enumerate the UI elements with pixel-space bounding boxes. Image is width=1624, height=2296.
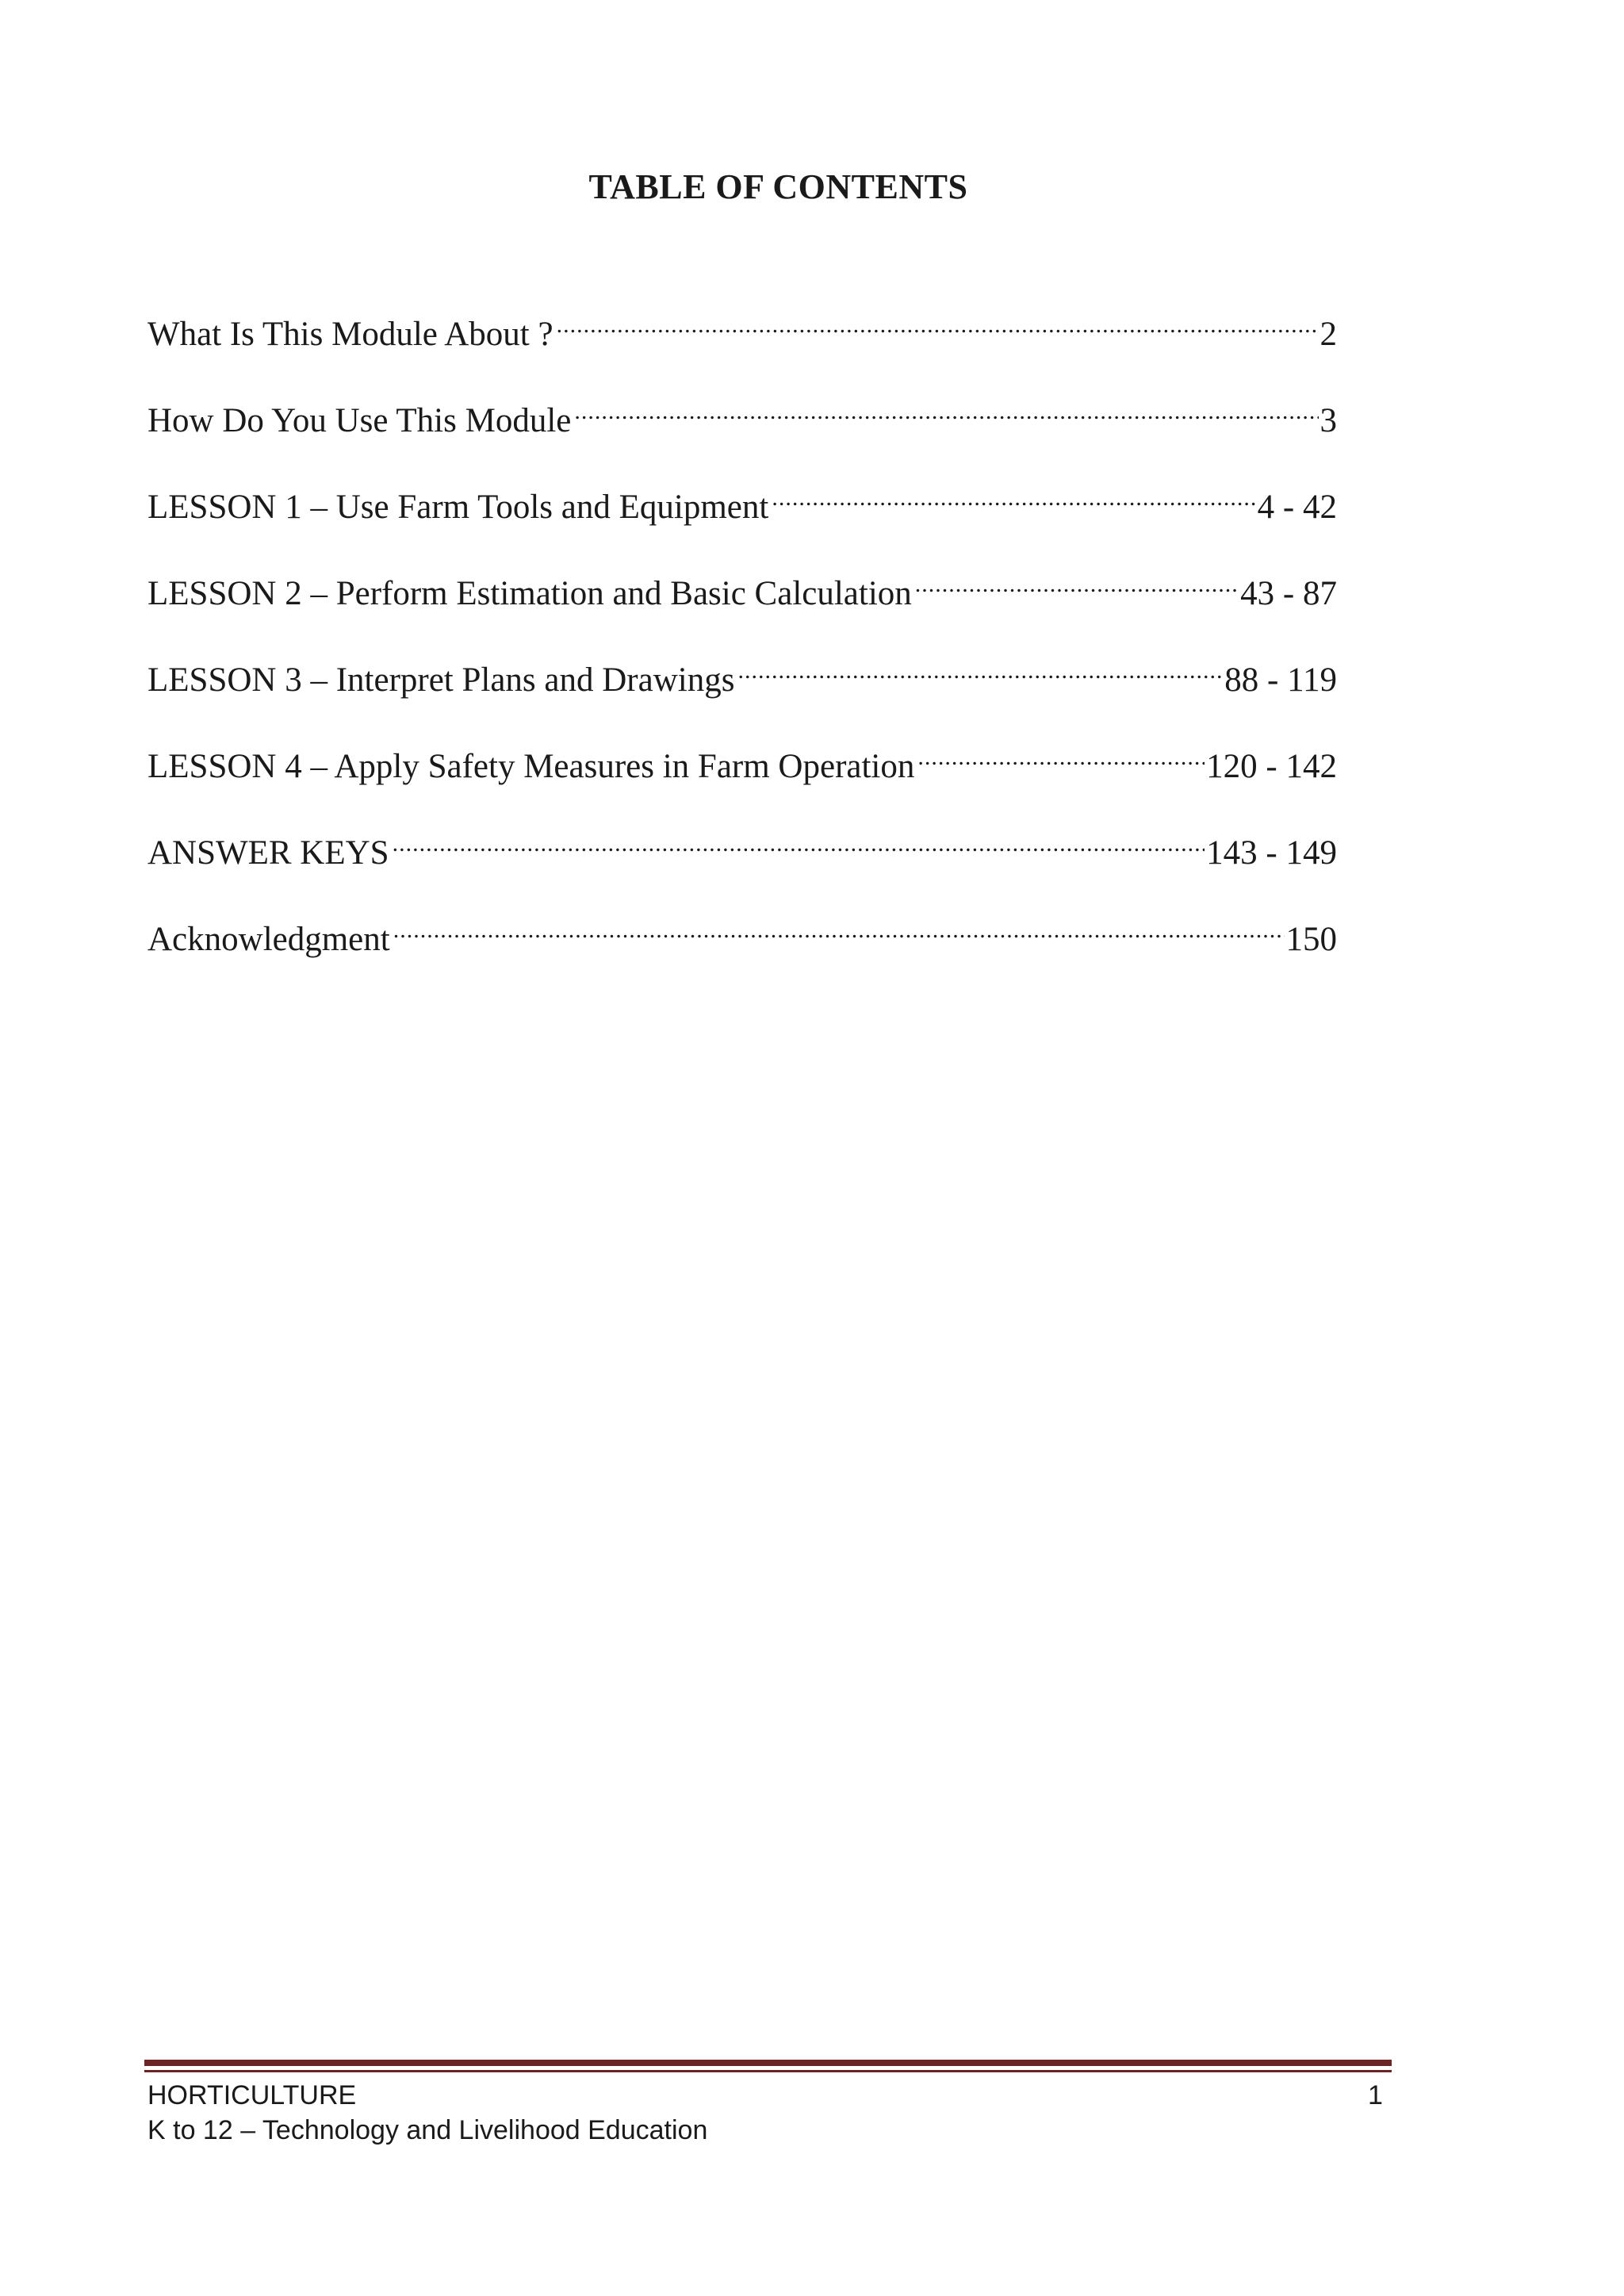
toc-entry-acknowledgment — [147, 903, 1337, 989]
toc-entry-label: ANSWER KEYS — [147, 834, 389, 872]
toc-dot-leader — [574, 384, 1318, 431]
toc-entry-label: LESSON 3 – Interpret Plans and Drawings — [147, 661, 735, 699]
footer-page-number: 1 — [1368, 2080, 1383, 2110]
toc-dot-leader — [557, 297, 1319, 345]
toc-entry-page: 120 - 142 — [1206, 748, 1337, 785]
toc-dot-leader — [393, 903, 1285, 950]
toc-entry-module-about — [147, 297, 1337, 384]
toc-entry-label: LESSON 4 – Apply Safety Measures in Farm Operation — [147, 748, 915, 785]
toc-entry-label: LESSON 1 – Use Farm Tools and Equipment — [147, 489, 769, 526]
toc-dot-leader — [915, 557, 1239, 604]
footer-course: K to 12 – Technology and Livelihood Education — [147, 2115, 708, 2145]
toc-entry-label: LESSON 2 – Perform Estimation and Basic Calculation — [147, 575, 912, 612]
toc-entry-page: 150 — [1285, 921, 1337, 958]
footer-subject: HORTICULTURE — [147, 2080, 357, 2110]
toc-entry-lesson-2 — [147, 557, 1337, 643]
toc-entry-page: 43 - 87 — [1240, 575, 1337, 612]
toc-entry-label: Acknowledgment — [147, 921, 390, 958]
toc-entry-page: 143 - 149 — [1206, 834, 1337, 872]
toc-entry-answer-keys — [147, 816, 1337, 903]
toc-entry-label: What Is This Module About ? — [147, 316, 553, 353]
toc-entry-label: How Do You Use This Module — [147, 402, 572, 439]
footer-text — [147, 2078, 707, 2148]
footer-divider-thin — [144, 2070, 1392, 2072]
toc-entry-page: 88 - 119 — [1224, 661, 1337, 699]
toc-dot-leader — [393, 816, 1205, 864]
toc-dot-leader — [737, 643, 1223, 691]
toc-entry-lesson-4 — [147, 730, 1337, 816]
footer-divider-thick — [144, 2060, 1392, 2066]
toc-entry-lesson-3 — [147, 643, 1337, 730]
toc-entry-lesson-1 — [147, 470, 1337, 557]
toc-entry-page: 2 — [1320, 316, 1337, 353]
page-title: TABLE OF CONTENTS — [588, 167, 968, 206]
toc-entry-page: 4 - 42 — [1257, 489, 1337, 526]
toc-dot-leader — [772, 470, 1255, 518]
toc-dot-leader — [917, 730, 1205, 777]
toc-list — [147, 297, 1337, 989]
toc-entry-page: 3 — [1320, 402, 1337, 439]
toc-entry-how-to-use — [147, 384, 1337, 470]
